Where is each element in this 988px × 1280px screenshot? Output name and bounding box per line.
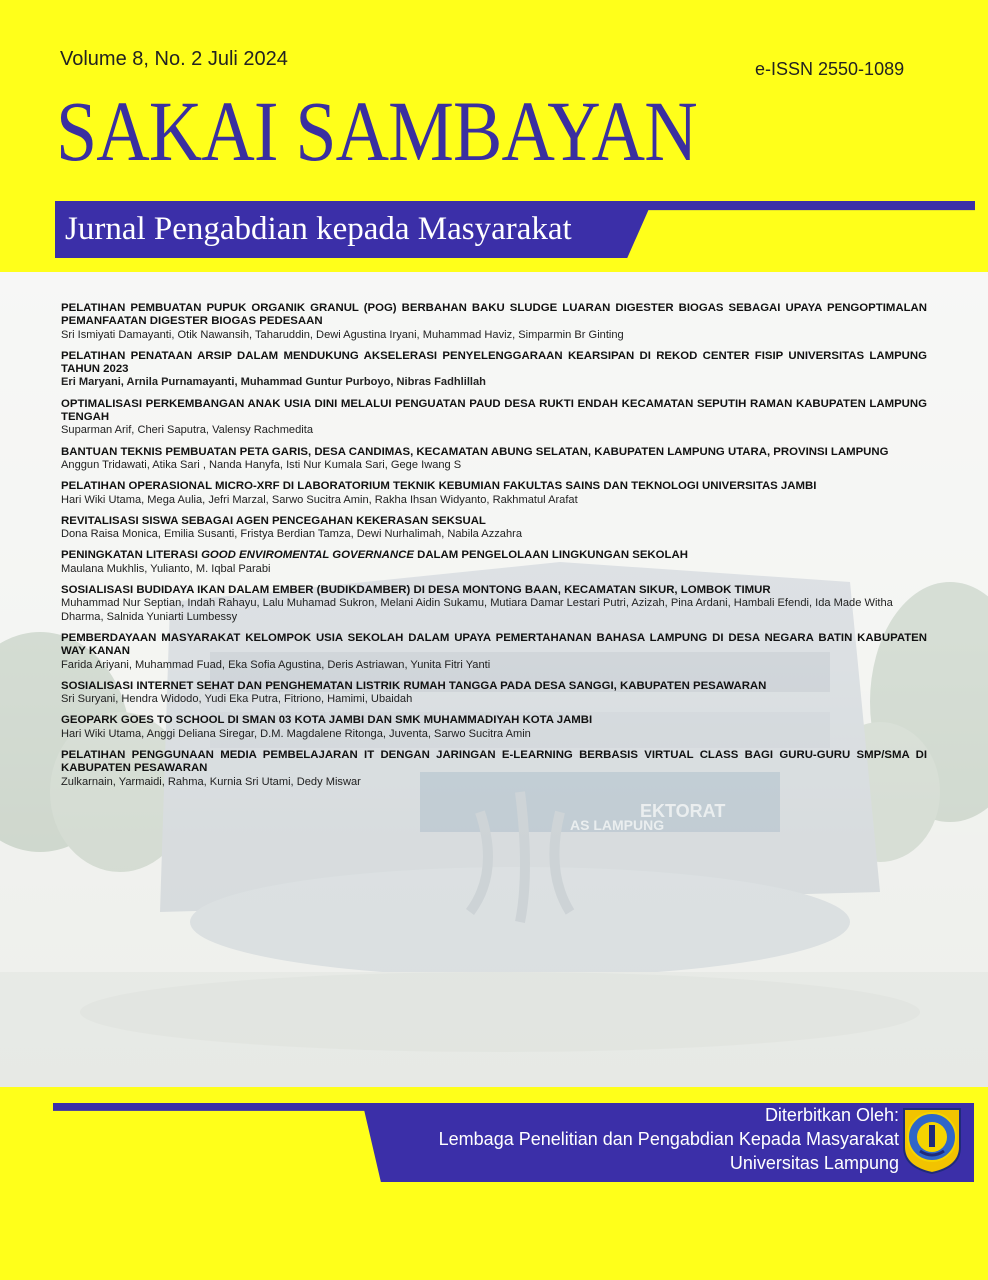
article-title: PEMBERDAYAAN MASYARAKAT KELOMPOK USIA SEKOLAH DALAM UPAYA PEMERTAHANAN BAHASA LAMPUNG DI DESA NEGARA BATIN KABUPATEN WAY KANAN: [61, 631, 927, 658]
article-authors: Suparman Arif, Cheri Saputra, Valensy Rachmedita: [61, 424, 313, 437]
journal-title: SAKAI SAMBAYAN: [56, 83, 697, 179]
article-title-prefix: PENINGKATAN LITERASI: [61, 549, 202, 562]
article-title: REVITALISASI SISWA SEBAGAI AGEN PENCEGAHAN KEKERASAN SEKSUAL: [61, 514, 486, 527]
article-title: PELATIHAN OPERASIONAL MICRO-XRF DI LABORATORIUM TEKNIK KEBUMIAN FAKULTAS SAINS DAN TEKNOLOGI UNIVERSITAS JAMBI: [61, 480, 817, 493]
article-authors: Farida Ariyani, Muhammad Fuad, Eka Sofia Agustina, Deris Astriawan, Yunita Fitri Yanti: [61, 658, 491, 671]
article-authors: Sri Suryani, Hendra Widodo, Yudi Eka Putra, Fitriono, Hamimi, Ubaidah: [61, 693, 413, 706]
article-item: [61, 714, 927, 741]
article-authors: Anggun Tridawati, Atika Sari , Nanda Hanyfa, Isti Nur Kumala Sari, Gege Iwang S: [61, 458, 462, 471]
article-item: [61, 302, 927, 342]
article-authors: Sri Ismiyati Damayanti, Otik Nawansih, Taharuddin, Dewi Agustina Iryani, Muhammad Haviz, Simparmin Br Ginting: [61, 328, 624, 341]
building-sign-line2: AS LAMPUNG: [570, 817, 665, 833]
volume-issue: Volume 8, No. 2 Juli 2024: [60, 48, 288, 70]
article-authors: Zulkarnain, Yarmaidi, Rahma, Kurnia Sri Utami, Dedy Miswar: [61, 775, 361, 788]
article-title: GEOPARK GOES TO SCHOOL DI SMAN 03 KOTA JAMBI DAN SMK MUHAMMADIYAH KOTA JAMBI: [61, 714, 593, 727]
publisher-university: Universitas Lampung: [729, 1153, 899, 1173]
article-title: OPTIMALISASI PERKEMBANGAN ANAK USIA DINI MELALUI PENGUATAN PAUD DESA RUKTI ENDAH KECAMATAN SEPUTIH RAMAN KABUPATEN LAMPUNG TENGAH: [61, 397, 927, 424]
article-item: [61, 398, 927, 438]
article-title-suffix: DALAM PENGELOLAAN LINGKUNGAN SEKOLAH: [413, 549, 688, 562]
article-authors: Dona Raisa Monica, Emilia Susanti, Fristya Berdian Tamza, Dewi Nurhalimah, Nabila Azzahra: [61, 528, 522, 541]
article-authors: Hari Wiki Utama, Anggi Deliana Siregar, D.M. Magdalene Ritonga, Juventa, Sarwo Sucitra Amin: [61, 727, 531, 740]
article-title: PELATIHAN PEMBUATAN PUPUK ORGANIK GRANUL (POG) BERBAHAN BAKU SLUDGE LUARAN DIGESTER BIOGAS SEBAGAI UPAYA PENGOPTIMALAN PEMANFAATAN DIGESTER BIOGAS PEDESAAN: [61, 302, 927, 328]
article-item: [61, 350, 927, 390]
article-authors: Eri Maryani, Arnila Purnamayanti, Muhammad Guntur Purboyo, Nibras Fadhlillah: [61, 376, 486, 389]
article-item: [61, 584, 927, 624]
publisher-name: Lembaga Penelitian dan Pengabdian Kepada Masyarakat: [438, 1129, 899, 1149]
article-item: [61, 480, 927, 507]
publisher-label: Diterbitkan Oleh:: [764, 1105, 899, 1125]
article-authors: Hari Wiki Utama, Mega Aulia, Jefri Marzal, Sarwo Sucitra Amin, Rakha Ihsan Widyanto, Rakhmatul Arafat: [61, 493, 578, 506]
article-item: [61, 515, 927, 542]
article-title: SOSIALISASI INTERNET SEHAT DAN PENGHEMATAN LISTRIK RUMAH TANGGA PADA DESA SANGGI, KABUPATEN PESAWARAN: [61, 679, 767, 692]
journal-subtitle: Jurnal Pengabdian kepada Masyarakat: [65, 211, 572, 247]
issn: e-ISSN 2550-1089: [755, 59, 905, 79]
article-item: [61, 680, 927, 707]
article-title: SOSIALISASI BUDIDAYA IKAN DALAM EMBER (BUDIKDAMBER) DI DESA MONTONG BAAN, KECAMATAN SIKUR, LOMBOK TIMUR: [61, 584, 771, 597]
building-sign-line1: EKTORAT: [640, 801, 726, 821]
article-title: PELATIHAN PENATAAN ARSIP DALAM MENDUKUNG AKSELERASI PENYELENGGARAAN KEARSIPAN DI REKOD CENTER FISIP UNIVERSITAS LAMPUNG TAHUN 2023: [61, 349, 927, 376]
article-item: [61, 446, 927, 473]
article-authors: Muhammad Nur Septian, Indah Rahayu, Lalu Muhamad Sukron, Melani Aidin Sukamu, Mutiara Damar Lestari Putri, Azizah, Pina Ardani, Hambali Efendi, Ida Made Witha Dharma, Salnida Yuniarti Lumbessy: [61, 597, 893, 623]
article-title: BANTUAN TEKNIS PEMBUATAN PETA GARIS, DESA CANDIMAS, KECAMATAN ABUNG SELATAN, KABUPATEN LAMPUNG UTARA, PROVINSI LAMPUNG: [61, 445, 889, 458]
article-title: [61, 549, 927, 562]
article-title: PELATIHAN PENGGUNAAN MEDIA PEMBELAJARAN IT DENGAN JARINGAN E-LEARNING BERBASIS VIRTUAL CLASS BAGI GURU-GURU SMP/SMA DI KABUPATEN PESAWARAN: [61, 749, 927, 775]
article-list: [61, 302, 927, 797]
article-authors: Maulana Mukhlis, Yulianto, M. Iqbal Parabi: [61, 562, 271, 575]
article-item: [61, 749, 927, 789]
article-item: [61, 632, 927, 672]
article-title-italic: GOOD ENVIROMENTAL GOVERNANCE: [201, 549, 414, 562]
article-item: [61, 549, 927, 576]
university-logo-icon: [902, 1107, 962, 1175]
